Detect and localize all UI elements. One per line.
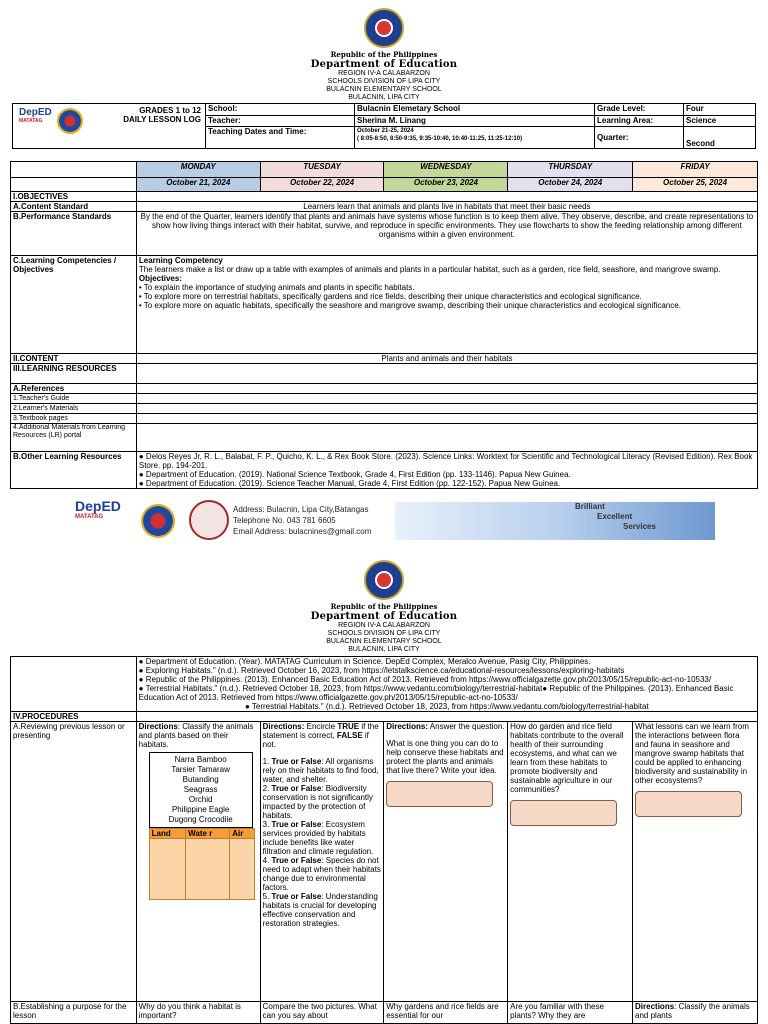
deped-logo: DepED MATATAG [19,107,52,124]
textbook-pages-label: 3.Textbook pages [11,414,137,424]
footer-phone: Telephone No. 043 781 6605 [233,516,336,525]
letterhead [0,8,768,102]
grade-label: Grade Level: [595,104,684,116]
learners-materials-label: 2.Learner's Materials [11,404,137,414]
deped-seal-icon-page2 [364,560,404,600]
area-label: Learning Area: [595,116,684,127]
quarter-value: Second [684,127,756,149]
quarter-label: Quarter: [595,127,684,149]
objective-1: • To explain the importance of studying animals and plants in specific habitats. [138,283,415,292]
answer-scroll-icon [635,791,742,817]
footer-address: Address: Bulacnin, Lipa City,Batangas [233,505,369,514]
purpose-friday: Directions: Classify the animals and plants [633,1002,758,1024]
teacher-value: Sherina M. Linang [355,116,595,127]
school-seal-icon [189,500,229,540]
region-line: REGION IV-A CALABARZON [338,70,430,77]
other-resources-label: B.Other Learning Resources [11,452,137,489]
purpose-monday: Why do you think a habitat is important? [136,1002,260,1024]
dll-title: GRADES 1 to 12 DAILY LESSON LOG [123,106,201,124]
republic-line: Republic of the Philippines [330,50,438,59]
school-line: BULACNIN ELEMENTARY SCHOOL [326,638,442,645]
area-value: Science [684,116,756,127]
reviewing-label: A.Reviewing previous lesson or presenting [11,722,137,1002]
additional-materials-label: 4.Additional Materials from Learning Resources (LR) portal [11,424,137,452]
competency-text: The learners make a list or draw up a table with examples of animals and plants in a particular habitat, such as a garden, rice field, seashore, and mangrove swamp. [138,265,721,274]
dll-page2-table [10,656,758,1024]
wednesday-activity: Directions: Answer the question. What is one thing you can do to help conserve these habitats and protect the plants and animals that live there? Write your idea. [384,722,508,1002]
dates-label: Teaching Dates and Time: [206,127,355,149]
objective-3: • To explore more on aquatic habitats, specifically the seashore and mangrove swamp, describing their unique characteristics and ecological significance. [138,301,681,310]
performance-standards-text: By the end of the Quarter, learners identify that plants and animals have systems whose function is to keep them alive. They observe, describe, and create representations to show how living things interact with their habitat, survive, and reproduce in specific environments. They use flowcharts to show the feeding relationship among different organisms within a given environment. [136,212,757,256]
school-label: School: [206,104,355,116]
bes-logo: Brilliant Excellent Services [575,502,656,531]
dll-header-table [12,103,756,149]
page2-references: ● Department of Education. (Year). MATATAG Curriculum in Science. DepEd Complex, Meralco Avenue, Pasig City, Philippines. ● Exploring Habitats." (n.d.). Retrieved October 16, 2023, from https://letstalkscience.ca/educational-resources/lessons/exploring-habitats ● Republic of the Philippines. (2013). Enhanced Basic Education Act of 2013. Retrieved from https://www.officialgazette.gov.ph/2013/05/15/republic-act-no-10533/ ● Terrestrial Habitats." (n.d.). Retrieved October 18, 2023, from https://www.vedantu.com/biology/terrestrial-habitat● Republic of the Philippines. (2013). Enhanced Basic Education Act of 2013. Retrieved from https://www.officialgazette.gov.ph/2013/05/15/republic-act-no-10533/ ● Terrestrial Habitats." (n.d.). Retrieved October 18, 2023, from https://www.vedantu.com/biology/terrestrial-habitat [136,657,757,712]
animals-list: Narra Bamboo Tarsier Tamaraw Butanding Seagrass Orchid Philippine Eagle Dugong Crocodile [149,752,253,828]
division-line: SCHOOLS DIVISION OF LIPA CITY [327,630,441,637]
competency-heading: Learning Competency [138,256,223,265]
day-friday: FRIDAY [633,162,758,178]
teachers-guide-label: 1.Teacher's Guide [11,394,137,404]
classification-table: Land Wate r Air [149,828,255,900]
content-standard-text: Learners learn that animals and plants live in habitats that meet their basic needs [136,202,757,212]
tuesday-activity: Directions: Encircle TRUE if the statement is correct, FALSE if not. 1. True or False: All organisms rely on their habitats to find food, water, and shelter. 2. True or False: Biodiversity conservation is not significantly impacted by the protection of habitats. 3. True or False: Ecosystem services provided by habitats include benefits like water filtration and climate regulation. 4. True or False: Species do not need to adapt when their habitats change due to environmental factors. 5. True or False: Understanding habitats is crucial for developing effective conservation and restoration strategies. [260,722,384,1002]
date-thursday: October 24, 2024 [508,178,633,192]
learning-resources-label: III.LEARNING RESOURCES [11,364,137,384]
place-line: BULACNIN, LIPA CITY [348,94,420,101]
teacher-label: Teacher: [206,116,355,127]
purpose-tuesday: Compare the two pictures. What can you say about [260,1002,384,1024]
bagong-pilipinas-icon [57,108,83,134]
competencies-cell [136,256,757,354]
footer-email: Email Address: bulacnines@gmail.com [233,527,372,536]
department-line: Department of Education [310,59,458,70]
thursday-activity: How do garden and rice field habitats contribute to the overall health of their surrounding ecosystems, and what can we learn from these habitats to promote biodiversity and sustainable agriculture in our communities? [508,722,633,1002]
other-resources-cell [136,452,757,489]
resource-3: ● Department of Education. (2019). Science Teacher Manual, Grade 4, First Edition (pp. 122-152). Papua New Guinea. [138,479,561,488]
competencies-label: C.Learning Competencies / Objectives [11,256,137,354]
footer-gradient [395,502,715,540]
bagong-pilipinas-footer-icon [141,504,175,538]
content-standard-label: A.Content Standard [11,202,137,212]
purpose-wednesday: Why gardens and rice fields are essential for our [384,1002,508,1024]
school-value: Bulacnin Elemetary School [355,104,595,116]
dll-title-cell [13,104,206,149]
objective-2: • To explore more on terrestrial habitats, specifically gardens and rice fields, describing their unique characteristics and ecological significance. [138,292,642,301]
deped-footer-logo: DepED MATATAG [75,498,121,520]
republic-line: Republic of the Philippines [330,602,438,611]
answer-scroll-icon [386,781,493,807]
dll-main-table [10,161,758,489]
footer-address-block [233,504,371,537]
purpose-label: B.Establishing a purpose for the lesson [11,1002,137,1024]
day-monday: MONDAY [136,162,260,178]
objectives-label: I.OBJECTIVES [11,192,137,202]
objectives-heading: Objectives: [138,274,182,283]
answer-scroll-icon [510,800,617,826]
date-friday: October 25, 2024 [633,178,758,192]
procedures-label: IV.PROCEDURES [11,712,137,722]
content-label: II.CONTENT [11,354,137,364]
place-line: BULACNIN, LIPA CITY [348,646,420,653]
day-tuesday: TUESDAY [260,162,384,178]
region-line: REGION IV-A CALABARZON [338,622,430,629]
division-line: SCHOOLS DIVISION OF LIPA CITY [327,78,441,85]
content-text: Plants and animals and their habitats [136,354,757,364]
resource-1: ● Delos Reyes Jr, R. L., Balabat, F. P., Quicho, K. L., & Rex Book Store. (2023). Science Links: Worktext for Scientific and Technological Literacy (Revised Edition). Rex Book Store. pp. 194-201. [138,452,753,470]
monday-activity: Directions: Classify the animals and plants based on their habitats. Narra Bamboo Tarsier Tamaraw Butanding Seagrass Orchid Philippine Eagle Dugong Crocodile Land Wate r Air [136,722,260,1002]
grade-value: Four [684,104,756,116]
date-tuesday: October 22, 2024 [260,178,384,192]
dates-value: October 21-25, 2024 ( 8:05-8:50, 8:50-9:35, 9:35-10:40, 10:40-11:25, 11:25-12:10) [355,127,595,149]
purpose-thursday: Are you familiar with these plants? Why they are [508,1002,633,1024]
performance-standards-label: B.Performance Standards [11,212,137,256]
date-monday: October 21, 2024 [136,178,260,192]
department-line: Department of Education [310,611,458,622]
resource-2: ● Department of Education. (2019). National Science Textbook, Grade 4, First Edition (pp. 133-1146). Papua New Guinea. [138,470,571,479]
letterhead-page2 [0,560,768,654]
references-label: A.References [11,384,137,394]
day-wednesday: WEDNESDAY [384,162,508,178]
school-line: BULACNIN ELEMENTARY SCHOOL [326,86,442,93]
day-thursday: THURSDAY [508,162,633,178]
footer-band [65,498,715,544]
date-wednesday: October 23, 2024 [384,178,508,192]
friday-activity: What lessons can we learn from the interactions between flora and fauna in seashore and mangrove swamp habitats that could be applied to enhancing biodiversity and sustainability in other ecosystems? [633,722,758,1002]
deped-seal-icon [364,8,404,48]
